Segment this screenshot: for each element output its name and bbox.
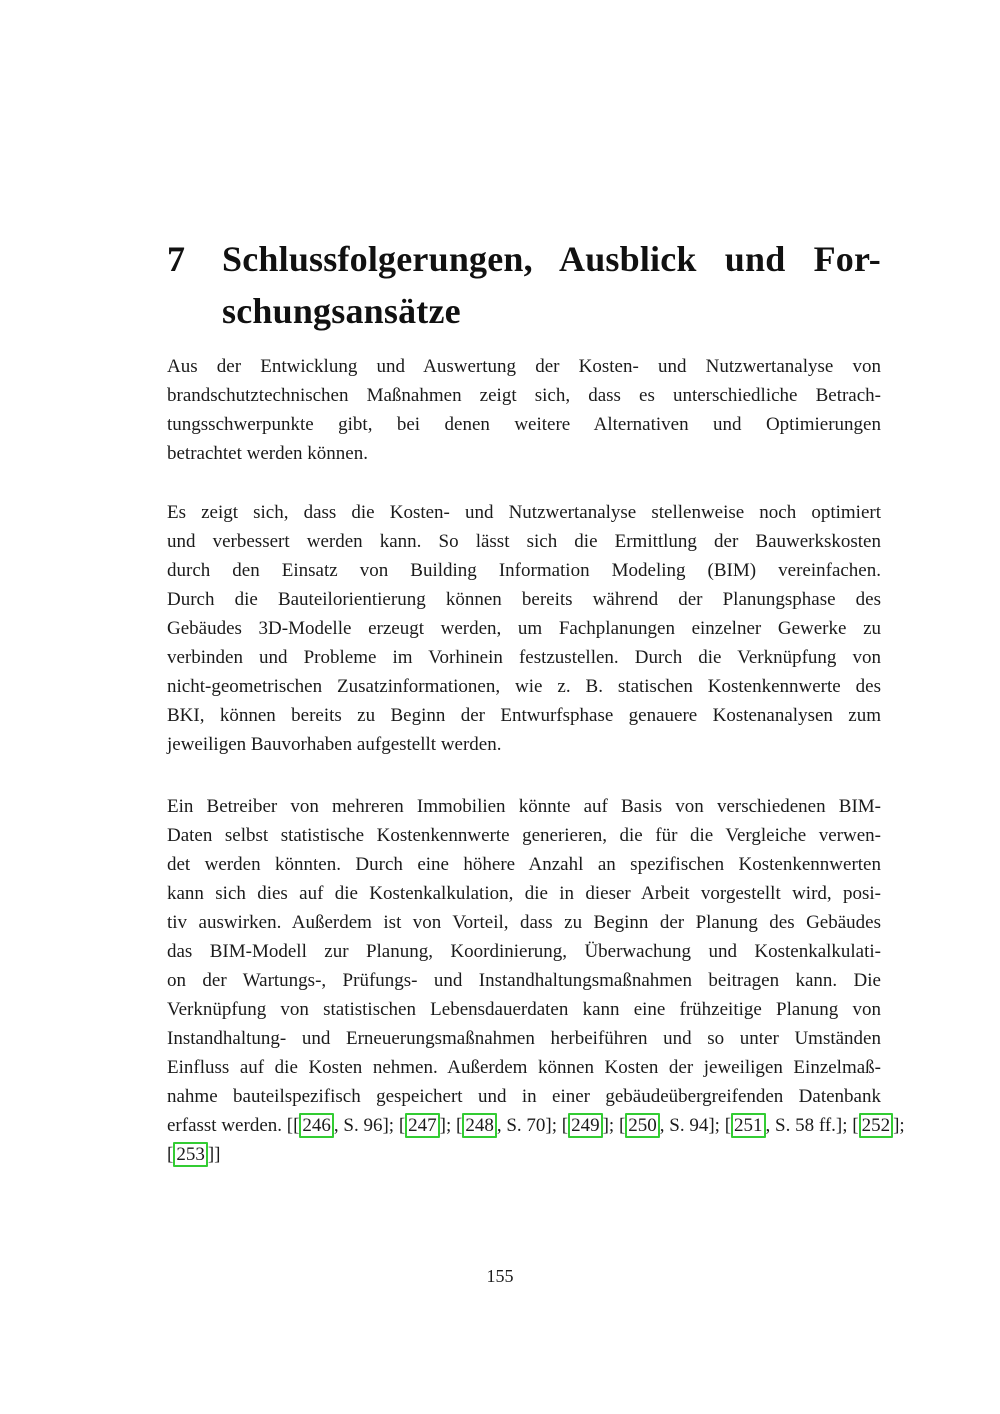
citation-link-253[interactable]: 253 xyxy=(173,1142,208,1167)
citation-text: ]; [ xyxy=(602,1115,626,1136)
page-number: 155 xyxy=(486,1266,514,1286)
text-line: nicht-geometrischen Zusatzinformationen, wie z. B. statischen Kostenkennwerte des xyxy=(167,676,881,697)
text-line: tiv auswirken. Außerdem ist von Vorteil, dass zu Beginn der Planung des Gebäudes xyxy=(167,912,881,933)
text-line: tungsschwerpunkte gibt, bei denen weitere Alternativen und Optimierungen xyxy=(167,414,881,435)
section-title-line-1: Schlussfolgerungen, Ausblick und For- xyxy=(222,239,881,279)
text-line: kann sich dies auf die Kostenkalkulation, die in dieser Arbeit vorgestellt wird, posi- xyxy=(167,883,881,904)
citation-text: , S. 58 ff.]; [ xyxy=(765,1115,859,1136)
text-line: Es zeigt sich, dass die Kosten- und Nutzwertanalyse stellenweise noch optimiert xyxy=(167,502,881,523)
citation-link-247[interactable]: 247 xyxy=(405,1113,440,1138)
citation-link-249[interactable]: 249 xyxy=(568,1113,603,1138)
citation-text: , S. 70]; [ xyxy=(496,1115,569,1136)
text-line: Ein Betreiber von mehreren Immobilien könnte auf Basis von verschiedenen BIM- xyxy=(167,796,881,817)
section-heading xyxy=(167,233,881,337)
citation-text: ]; xyxy=(893,1115,905,1136)
text-line: Aus der Entwicklung und Auswertung der Kosten- und Nutzwertanalyse von xyxy=(167,356,881,377)
text-line: on der Wartungs-, Prüfungs- und Instandhaltungsmaßnahmen beitragen kann. Die xyxy=(167,970,881,991)
citation-line xyxy=(167,1140,881,1169)
citation-text: , S. 94]; [ xyxy=(659,1115,732,1136)
text-line: durch den Einsatz von Building Information Modeling (BIM) vereinfachen. xyxy=(167,560,881,581)
citation-text: [ xyxy=(167,1144,174,1165)
paragraph xyxy=(167,498,881,759)
text-line: brandschutztechnischen Maßnahmen zeigt sich, dass es unterschiedliche Betrach- xyxy=(167,385,881,406)
text-line: BKI, können bereits zu Beginn der Entwurfsphase genauere Kostenanalysen zum xyxy=(167,705,881,726)
text-line: det werden könnten. Durch eine höhere Anzahl an spezifischen Kostenkennwerten xyxy=(167,854,881,875)
text-line: Verknüpfung von statistischen Lebensdauerdaten kann eine frühzeitige Planung von xyxy=(167,999,881,1020)
text-line: das BIM-Modell zur Planung, Koordinierung, Überwachung und Kostenkalkulati- xyxy=(167,941,881,962)
citation-link-248[interactable]: 248 xyxy=(462,1113,497,1138)
text-line: Instandhaltung- und Erneuerungsmaßnahmen herbeiführen und so unter Umständen xyxy=(167,1028,881,1049)
text-line: Einfluss auf die Kosten nehmen. Außerdem können Kosten der jeweiligen Einzelmaß- xyxy=(167,1057,881,1078)
text-line: Durch die Bauteilorientierung können bereits während der Planungsphase des xyxy=(167,589,881,610)
text-line: betrachtet werden können. xyxy=(167,443,368,464)
citation-text: ]] xyxy=(207,1144,221,1165)
citation-link-251[interactable]: 251 xyxy=(731,1113,766,1138)
citation-link-246[interactable]: 246 xyxy=(299,1113,334,1138)
section-number: 7 xyxy=(167,239,186,279)
citation-link-252[interactable]: 252 xyxy=(859,1113,894,1138)
text-line: jeweiligen Bauvorhaben aufgestellt werden. xyxy=(167,734,502,755)
citation-line xyxy=(167,1111,905,1140)
text-line: Daten selbst statistische Kostenkennwerte generieren, die für die Vergleiche verwen- xyxy=(167,825,881,846)
section-title xyxy=(222,233,881,337)
citation-text: , S. 96]; [ xyxy=(333,1115,406,1136)
text-line: Gebäudes 3D-Modelle erzeugt werden, um Fachplanungen einzelner Gewerke zu xyxy=(167,618,881,639)
citation-text: ]; [ xyxy=(439,1115,463,1136)
text-line: und verbessert werden kann. So lässt sich die Ermittlung der Bauwerkskosten xyxy=(167,531,881,552)
text-line: nahme bauteilspezifisch gespeichert und in einer gebäudeübergreifenden Datenbank xyxy=(167,1086,881,1107)
section-title-line-2: schungsansätze xyxy=(222,291,461,331)
paragraph xyxy=(167,792,905,1169)
text-column xyxy=(167,0,905,1169)
citation-link-250[interactable]: 250 xyxy=(625,1113,660,1138)
citation-text: erfasst werden. [[ xyxy=(167,1115,300,1136)
text-line: verbinden und Probleme im Vorhinein festzustellen. Durch die Verknüpfung von xyxy=(167,647,881,668)
paragraph xyxy=(167,352,881,468)
